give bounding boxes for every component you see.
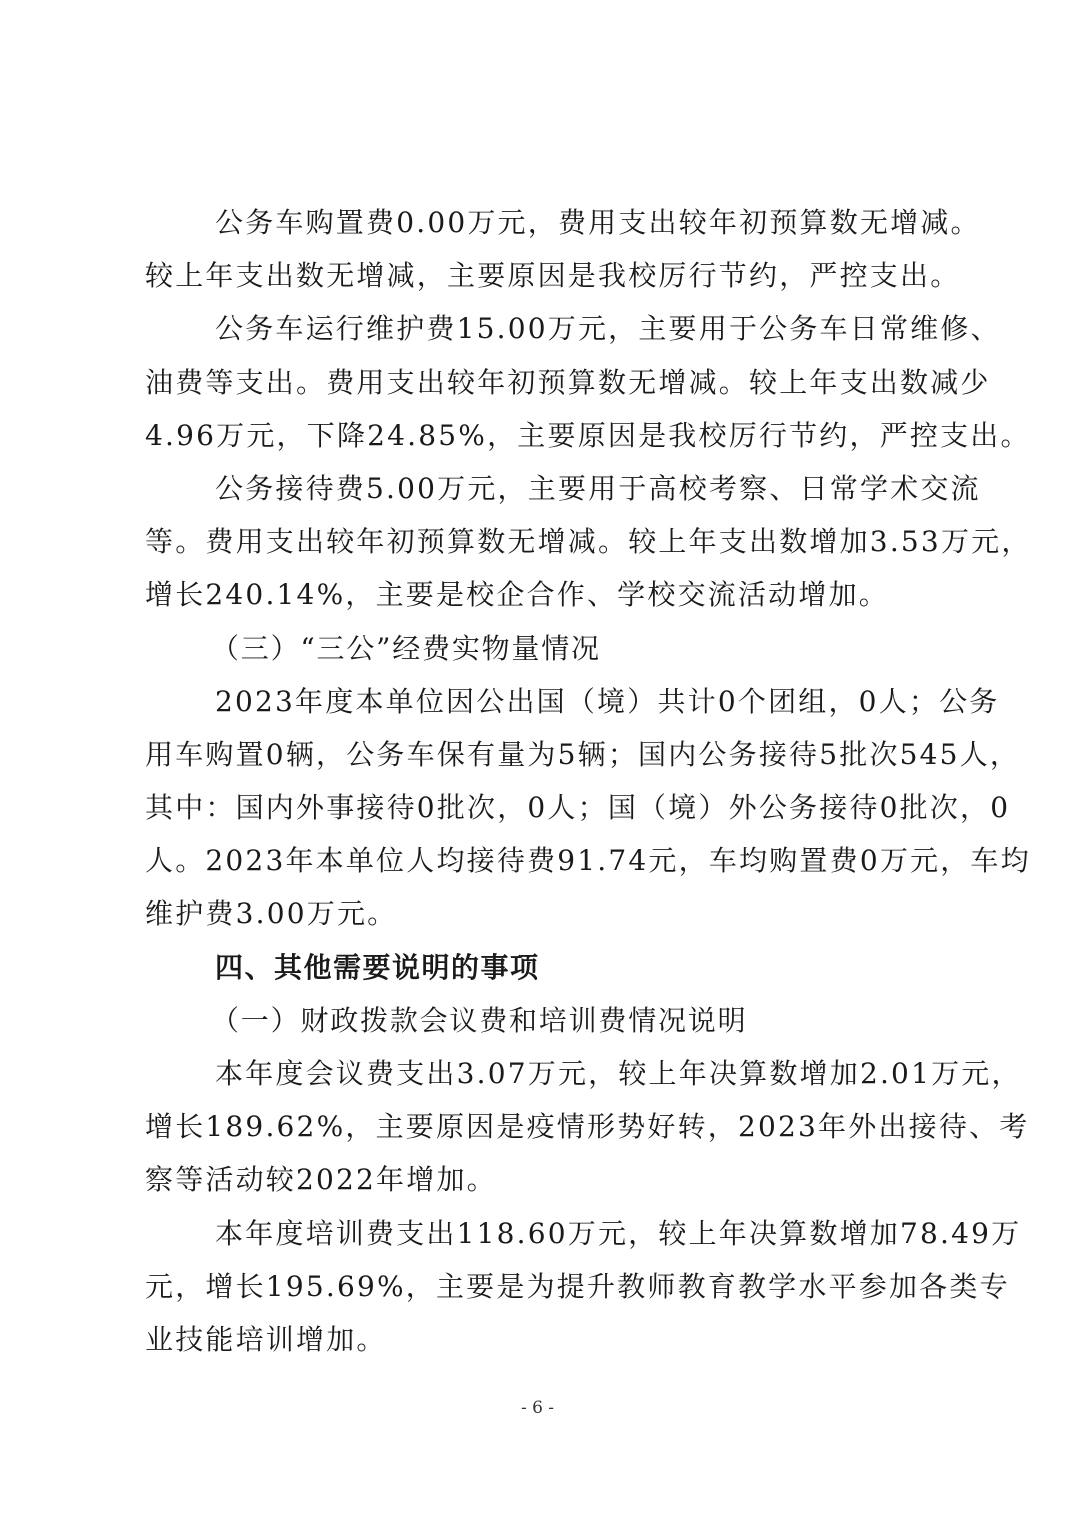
paragraph-physical-quantity-cont: 其中：国内外事接待0批次，0人；国（境）外公务接待0批次，0 [145, 791, 1011, 825]
paragraph-physical-quantity-cont: 人。2023年本单位人均接待费91.74元，车均购置费0万元，车均 [145, 844, 1031, 878]
page-number: - 6 - [520, 1398, 555, 1418]
section-heading-physical-quantity: （三）“三公”经费实物量情况 [211, 631, 601, 665]
paragraph-meeting-fee: 本年度会议费支出3.07万元，较上年决算数增加2.01万元， [215, 1057, 1022, 1090]
paragraph-reception: 公务接待费5.00万元，主要用于高校考察、日常学术交流 [215, 471, 981, 505]
paragraph-physical-quantity-cont: 维护费3.00万元。 [145, 897, 398, 931]
document-body [145, 196, 1032, 1366]
section-heading-other-matters: 四、其他需要说明的事项 [215, 950, 540, 984]
paragraph-physical-quantity-cont: 用车购置0辆，公务车保有量为5辆；国内公务接待5批次545人， [145, 737, 1021, 771]
paragraph-car-maintenance-cont: 4.96万元，下降24.85%，主要原因是我校厉行节约，严控支出。 [145, 418, 1031, 452]
paragraph-meeting-fee-cont: 增长189.62%，主要原因是疫情形势好转，2023年外出接待、考 [145, 1110, 1030, 1144]
paragraph-reception-cont: 增长240.14%，主要是校企合作、学校交流活动增加。 [145, 578, 889, 612]
paragraph-physical-quantity: 2023年度本单位因公出国（境）共计0个团组，0人；公务 [215, 684, 1000, 718]
paragraph-training-fee-cont: 元，增长195.69%，主要是为提升教师教育教学水平参加各类专 [145, 1269, 1010, 1303]
section-heading-meeting-training: （一）财政拨款会议费和培训费情况说明 [211, 1003, 748, 1037]
paragraph-meeting-fee-cont: 察等活动较2022年增加。 [145, 1163, 497, 1197]
paragraph-car-purchase: 公务车购置费0.00万元，费用支出较年初预算数无增减。 [215, 206, 981, 239]
paragraph-training-fee-cont: 业技能培训增加。 [145, 1322, 387, 1356]
paragraph-car-maintenance-cont: 油费等支出。费用支出较年初预算数无增减。较上年支出数减少 [145, 365, 991, 399]
paragraph-reception-cont: 等。费用支出较年初预算数无增减。较上年支出数增加3.53万元， [145, 525, 1032, 559]
paragraph-car-maintenance: 公务车运行维护费15.00万元，主要用于公务车日常维修、 [215, 312, 1001, 346]
paragraph-car-purchase-cont: 较上年支出数无增减，主要原因是我校厉行节约，严控支出。 [145, 259, 961, 293]
paragraph-training-fee: 本年度培训费支出118.60万元，较上年决算数增加78.49万 [215, 1216, 1022, 1250]
